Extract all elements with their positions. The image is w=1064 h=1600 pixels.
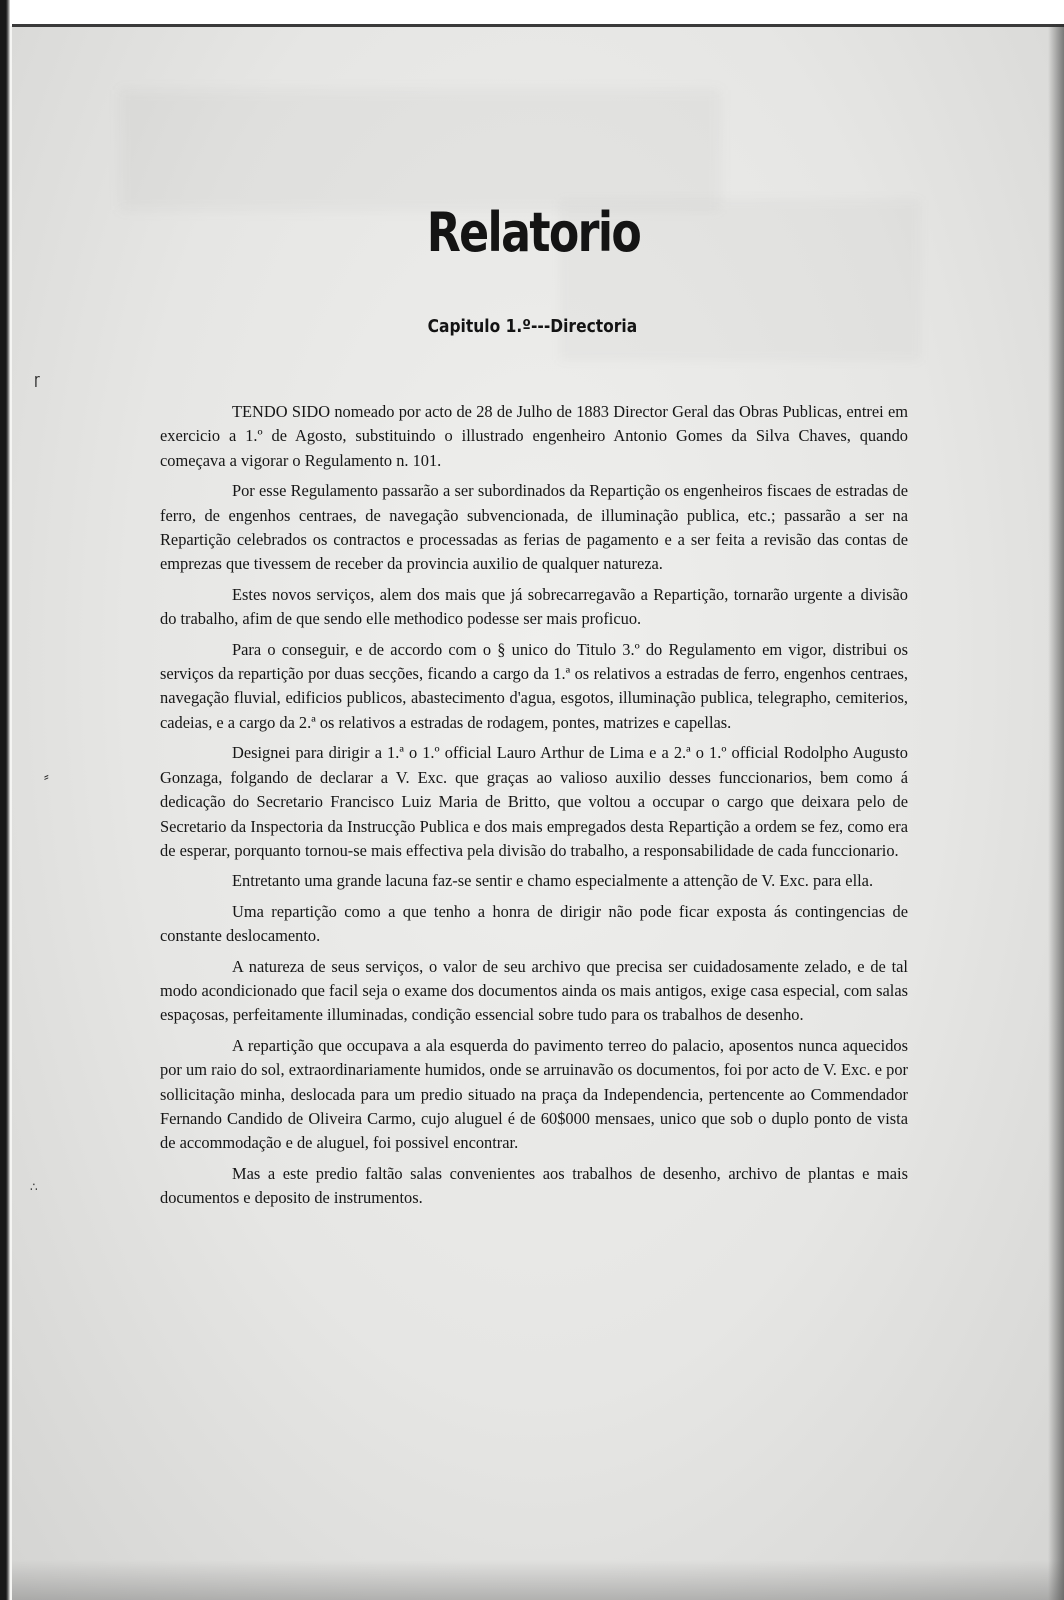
paragraph: Designei para dirigir a 1.ª o 1.º official Lauro Arthur de Lima e a 2.ª o 1.º official Rodolpho Augusto Gonzaga, folgando de declarar a V. Exc. que graças ao valioso auxilio desses funccionarios, bem como á dedicação do Secretario Francisco Luiz Maria de Britto, que voltou a occupar o cargo que deixara pelo de Secretario da Inspectoria da Instrucção Publica e dos mais empregados desta Repartição a ordem se fez, como era de esperar, porquanto tornou-se mais effectiva pela divisão do trabalho, a responsabilidade de cada funccionario. [160,743,908,860]
margin-speck: ∴ [30,1180,38,1194]
paragraph: Mas a este predio faltão salas convenientes aos trabalhos de desenho, archivo de plantas e mais documentos e deposito de instrumentos. [160,1163,908,1208]
paper-bottom-shadow [12,1560,1064,1600]
body-text [160,400,908,1217]
paragraph: Entretanto uma grande lacuna faz-se sentir e chamo especialmente a attenção de V. Exc. para ella. [232,871,874,891]
paragraph: A repartição que occupava a ala esquerda do pavimento terreo do palacio, aposentos nunca aquecidos por um raio do sol, extraordinariamente humidos, onde se arruinavão os documentos, foi por acto de V. Exc. e por sollicitação minha, deslocada para um predio situado na praça da Independencia, pertencente ao Commendador Fernando Candido de Oliveira Carmo, cujo aluguel é de 60$000 mensaes, unico que sob o duplo ponto de vista de accommodação e de aluguel, foi possivel encontrar. [160,1035,908,1153]
scan-margin-top [0,0,1064,26]
binding-edge [0,0,10,1600]
document-title: Relatorio [426,201,641,265]
paragraph: Para o conseguir, e de accordo com o § unico do Titulo 3.º do Regulamento em vigor, distribui os serviços da repartição por duas secções, ficando a cargo da 1.ª os relativos a estradas de ferro, engenhos centraes, navegação fluvial, edificios publicos, abastecimento d'agua, esgotos, illuminação publica, telegrapho, cemiterios, cadeias, e a cargo da 2.ª os relativos a estradas de rodagem, pontes, matrizes e capellas. [160,639,908,732]
paragraph: Uma repartição como a que tenho a honra de dirigir não pode ficar exposta ás contingencias de constante deslocamento. [160,901,908,946]
margin-speck: ɼ [34,372,40,388]
margin-speck: ⸗ [44,769,49,785]
paragraph: TENDO SIDO nomeado por acto de 28 de Julho de 1883 Director Geral das Obras Publicas, entrei em exercicio a 1.º de Agosto, substituindo o illustrado engenheiro Antonio Gomes da Silva Chaves, quando começava a vigorar o Regulamento n. 101. [160,402,908,470]
paper-edge-shadow [1048,24,1064,1600]
paragraph: Por esse Regulamento passarão a ser subordinados da Repartição os engenheiros fiscaes de estradas de ferro, de engenhos centraes, de navegação subvencionada, de illuminação publica, etc.; passarão a ser na Repartição celebrados os contractos e processadas as ferias de pagamento e a ser feita a revisão das contas de emprezas que tivessem de receber da provincia auxilio de qualquer natureza. [160,481,908,574]
chapter-heading: Capitulo 1.º---Directoria [427,316,638,337]
show-through-block [120,90,720,210]
paragraph: Estes novos serviços, alem dos mais que já sobrecarregavão a Repartição, tornarão urgente a divisão do trabalho, afim de que sendo elle methodico podesse ser mais proficuo. [160,584,908,629]
paragraph: A natureza de seus serviços, o valor de seu archivo que precisa ser cuidadosamente zelado, e de tal modo acondicionado que facil seja o exame dos documentos ainda os mais antigos, exige casa especial, com salas espaçosas, perfeitamente illuminadas, condição essencial sobre tudo para os trabalhos de desenho. [160,956,908,1025]
